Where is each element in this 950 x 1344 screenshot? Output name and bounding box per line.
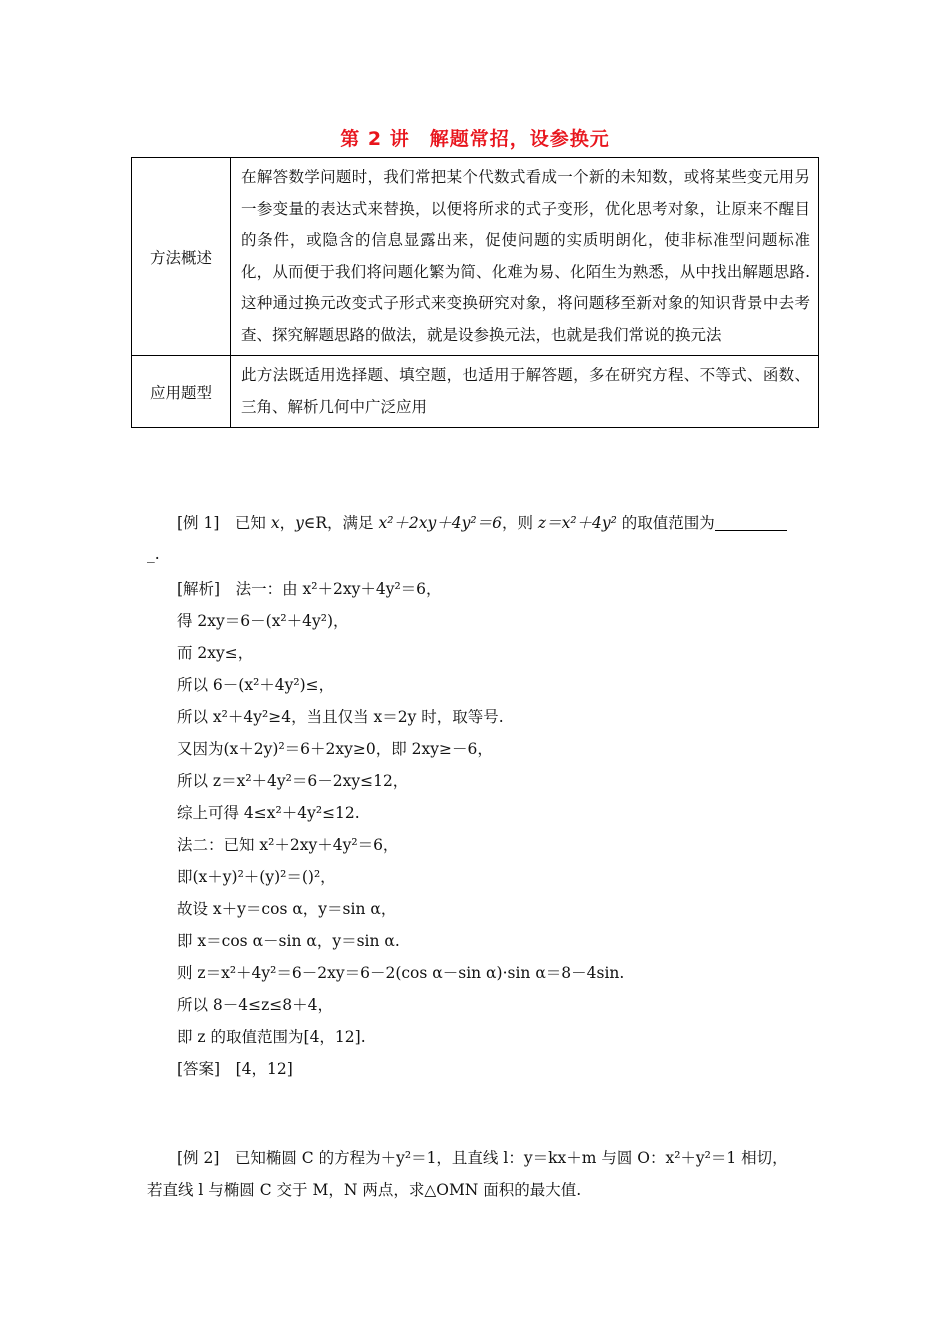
example1-condition: x²＋2xy＋4y²＝6 (378, 514, 502, 532)
solution-line: 即 x＝cos α－sin α，y＝sin α. (177, 932, 400, 950)
answer-blank (715, 516, 787, 531)
solution-line: 故设 x＋y＝cos α，y＝sin α， (177, 900, 397, 918)
solution-line: 所以 z＝x²＋4y²＝6－2xy≤12， (177, 772, 409, 790)
var-x: x (270, 514, 280, 532)
table-row (132, 356, 819, 428)
method-text: 在解答数学问题时，我们常把某个代数式看成一个新的未知数，或将某些变元用另一参变量的表达式来替换，以便将所求的式子变形，优化思考对象，让原来不醒目的条件，或隐含的信息显露出来，促使问题的实质明朗化，使非标准型问题标准化，从而便于我们将问题化繁为简、化难为易、化陌生为熟悉，从中找出解题思路.这种通过换元改变式子形式来变换研究对象，将问题移至新对象的知识背景中去考查、探究解题思路的做法，就是设参换元法，也就是我们常说的换元法 (231, 158, 819, 356)
apply-label: 应用题型 (132, 356, 231, 428)
example1-tag: [例 1] (177, 514, 220, 532)
example2-line: 若直线 l 与椭圆 C 交于 M，N 两点，求△OMN 面积的最大值. (147, 1181, 582, 1199)
apply-text: 此方法既适用选择题、填空题，也适用于解答题，多在研究方程、不等式、函数、三角、解析几何中广泛应用 (231, 356, 819, 428)
answer-line: [答案] [4，12] (177, 1060, 293, 1078)
solution-line: 得 2xy＝6－(x²＋4y²)， (177, 612, 349, 630)
example1-text: ， (279, 514, 296, 532)
solution-line: [解析] 法一：由 x²＋2xy＋4y²＝6， (177, 580, 442, 598)
method-label: 方法概述 (132, 158, 231, 356)
example1-text: ，则 (501, 514, 538, 532)
solution-line: 所以 8－4≤z≤8＋4， (177, 996, 334, 1014)
solution-line: 综上可得 4≤x²＋4y²≤12. (177, 804, 360, 822)
page-title: 第 2 讲 解题常招，设参换元 (340, 128, 610, 150)
method-table (131, 157, 819, 428)
var-y: y (295, 514, 304, 532)
table-row (132, 158, 819, 356)
example1-text: 已知 (234, 514, 271, 532)
example1-text: 的取值范围为 (616, 514, 715, 532)
solution-line: 即(x＋y)²＋(y)²＝()²， (177, 868, 336, 886)
solution-line: 又因为(x＋2y)²＝6＋2xy≥0，即 2xy≥－6， (177, 740, 493, 758)
example1-statement (177, 511, 827, 533)
example1-end: _. (147, 545, 160, 563)
solution-line: 而 2xy≤， (177, 644, 254, 662)
solution-line: 所以 x²＋4y²≥4，当且仅当 x＝2y 时，取等号. (177, 708, 504, 726)
example2-line: [例 2] 已知椭圆 C 的方程为＋y²＝1，且直线 l：y＝kx＋m 与圆 O：x²＋y²＝1 相切， (177, 1149, 788, 1167)
solution-line: 所以 6－(x²＋4y²)≤， (177, 676, 335, 694)
solution-line: 则 z＝x²＋4y²＝6－2xy＝6－2(cos α－sin α)·sin α＝8－4sin. (177, 964, 625, 982)
solution-line: 即 z 的取值范围为[4，12]. (177, 1028, 366, 1046)
example1-target: z＝x²＋4y² (537, 514, 617, 532)
solution-line: 法二：已知 x²＋2xy＋4y²＝6， (177, 836, 399, 854)
example1-text: ∈R，满足 (303, 514, 379, 532)
